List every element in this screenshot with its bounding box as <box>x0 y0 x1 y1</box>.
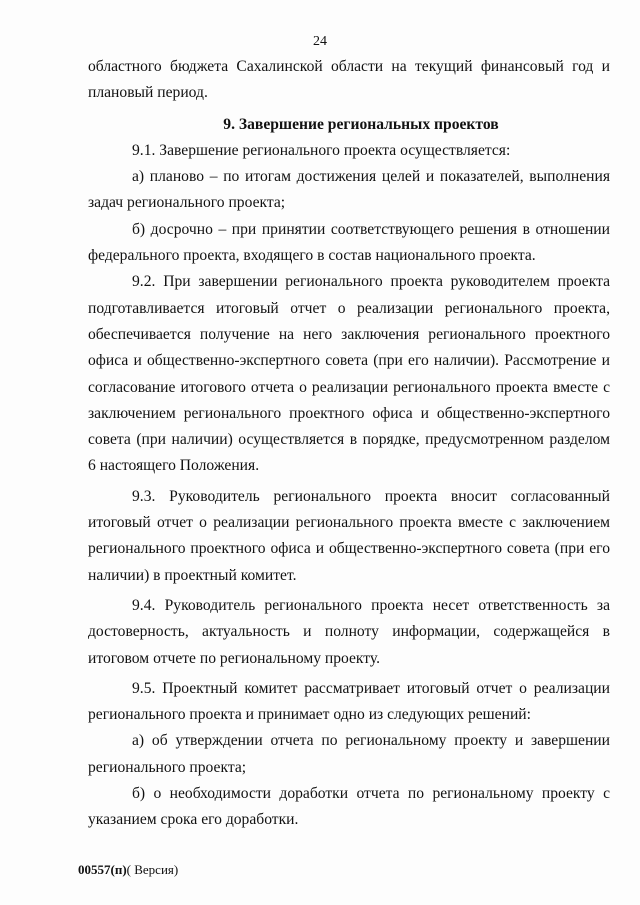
paragraph-9-4: 9.4. Руководитель регионального проекта несет ответственность за достоверность, актуальность и полноту информации, содержащейся в итоговом отчете по региональному проекту. <box>88 596 610 667</box>
paragraph-9-3: 9.3. Руководитель регионального проекта вносит согласованный итоговый отчет о реализации регионального проекта вместе с заключением регионального проектного офиса и общественно-экспертного совета (при его наличии) в проектный комитет. <box>88 487 610 584</box>
continuation-paragraph: областного бюджета Сахалинской области на текущий финансовый год и плановый период. <box>88 58 610 102</box>
document-code: 00557(п) <box>78 862 127 877</box>
paragraph-9-1-a: а) планово – по итогам достижения целей и показателей, выполнения задач регионального проекта; <box>88 168 610 212</box>
paragraph-9-2: 9.2. При завершении регионального проекта руководителем проекта подготавливается итоговый отчет о реализации регионального проекта, обеспечивается получение на него заключения регионального проектного офиса и общественно-экспертного совета (при его наличии). Рассмотрение и согласование итогового отчета о реализации регионального проекта вместе с заключением регионального проектного офиса и общественно-экспертного совета (при наличии) осуществляется в порядке, предусмотренном разделом 6 настоящего Положения. <box>88 273 610 475</box>
paragraph-9-1: 9.1. Завершение регионального проекта осуществляется: <box>132 141 511 159</box>
document-footer <box>78 862 178 878</box>
paragraph-9-5: 9.5. Проектный комитет рассматривает итоговый отчет о реализации регионального проекта и принимает одно из следующих решений: <box>88 679 610 724</box>
paragraph-9-5-a: а) об утверждении отчета по региональному проекту и завершении регионального проекта; <box>88 732 610 776</box>
paragraph-9-1-b: б) досрочно – при принятии соответствующего решения в отношении федерального проекта, входящего в состав национального проекта. <box>88 220 610 265</box>
page-number: 24 <box>313 34 327 49</box>
document-version: ( Версия) <box>126 862 179 877</box>
paragraph-9-5-b: б) о необходимости доработки отчета по региональному проекту с указанием срока его доработки. <box>88 785 610 829</box>
document-body <box>88 54 610 834</box>
section-heading: 9. Завершение региональных проектов <box>223 115 499 133</box>
